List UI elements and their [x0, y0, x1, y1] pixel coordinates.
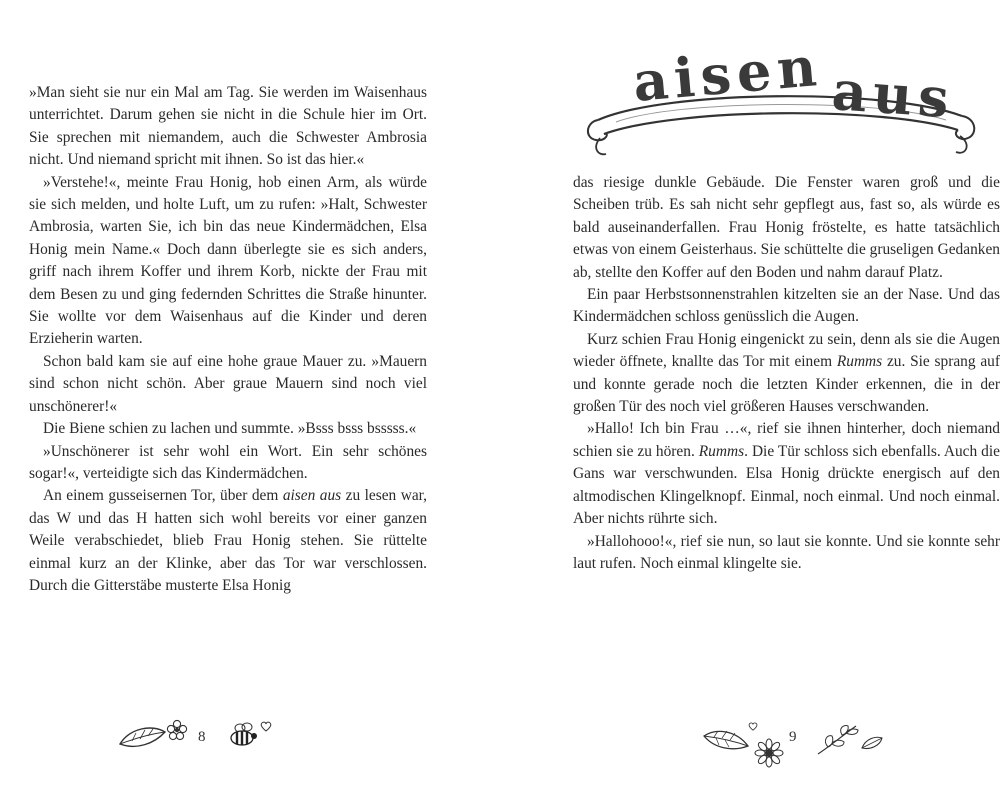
paragraph: »Verstehe!«, meinte Frau Honig, hob einen Arm, als würde sie sich melden, und holte Luft, um zu rufen: »Halt, Schwester Ambrosia, warten Sie, ich bin das neue Kindermädchen, Elsa Honig mein Name.« Doch dann überlegte sie es sich anders, griff nach ihrem Koffer und ihrem Korb, nickte der Frau mit dem Besen zu und ging federnden Schrittes die Straße hinunter. Sie wollte vor dem Waisenhaus auf die Kinder und deren Erzieherin warten.: [29, 173, 427, 348]
text-run: An einem gusseisernen Tor, über dem: [43, 487, 283, 505]
right-page: [500, 0, 1000, 800]
leaf-icon: [860, 734, 884, 752]
text-run: . Die Tür schloss sich ebenfalls. Auch die Gans war verschwunden. Elsa Honig drückte energisch auf den altmodischen Klingelknopf. Einmal, noch einmal. Und noch einmal. Aber nichts rührte sich.: [573, 442, 1000, 528]
text-run: »Hallo! Ich bin Frau …«, rief sie ihnen hinterher, doch niemand schien sie zu hören.: [573, 420, 1000, 460]
paragraph: Schon bald kam sie auf eine hohe graue Mauer zu. »Mauern sind schon nicht schön. Aber graue Mauern sind noch viel unschönerer!«: [29, 352, 427, 415]
italic-word: Rumms: [836, 353, 883, 371]
page-number: 8: [198, 729, 206, 745]
heart-icon: [748, 722, 758, 731]
paragraph: [29, 485, 427, 597]
paragraph: Ein paar Herbstsonnenstrahlen kitzelten sie an der Nase. Und das Kindermädchen schloss genüsslich die Augen.: [573, 286, 1000, 326]
leaf-icon: [118, 720, 168, 754]
flower-icon: [754, 738, 784, 768]
gate-sign-illustration: [586, 30, 976, 165]
page-number: 9: [789, 729, 797, 745]
flower-icon: [166, 719, 188, 741]
paragraph: [573, 418, 1000, 530]
text-run: Kurz schien Frau Honig eingenickt zu sein, denn als sie die Augen wieder öffnete, knallte das Tor mit einem: [573, 330, 1000, 371]
paragraph: das riesige dunkle Gebäude. Die Fenster waren groß und die Scheiben trüb. Es sah nicht sehr gepflegt aus, fast so, als würde es bald auseinanderfallen. Frau Honig fröstelte, es hatte tatsächlich etwas von einem Geisterhaus. Sie schüttelte die gruseligen Gedanken ab, stellte den Koffer auf den Boden und nahm darauf Platz.: [573, 174, 1000, 281]
paragraph: [573, 329, 1000, 419]
right-page-text: [573, 172, 1000, 575]
text-run: zu. Sie sprang auf und konnte gerade noch die letzten Kinder erkennen, die in der großen Tür des noch viel größeren Hauses verschwanden.: [573, 353, 1000, 416]
sign-word: aus: [830, 58, 957, 131]
paragraph: »Hallohooo!«, rief sie nun, so laut sie konnte. Und sie konnte sehr laut rufen. Noch einmal klingelte sie.: [573, 532, 1000, 572]
paragraph: »Unschönerer ist sehr wohl ein Wort. Ein sehr schönes sogar!«, verteidigte sich das Kindermädchen.: [29, 442, 427, 482]
bee-icon: [226, 720, 260, 750]
text-run: zu lesen war, das W und das H hatten sich wohl bereits vor einer ganzen Weile verabschiedet, blieb Frau Honig stehen. Sie rüttelte einmal kurz an der Klinke, aber das Tor war verschlossen. Durch die Gitterstäbe musterte Elsa Honig: [29, 487, 428, 594]
leafy-twig-icon: [816, 722, 860, 758]
paragraph: Die Biene schien zu lachen und summte. »Bsss bsss bsssss.«: [43, 420, 417, 438]
left-page-text: [29, 82, 427, 597]
heart-icon: [260, 721, 272, 732]
italic-word: Rumms: [698, 442, 745, 460]
paragraph: »Man sieht sie nur ein Mal am Tag. Sie werden im Waisenhaus unterrichtet. Darum gehen sie nicht in die Schule hier im Ort. Sie sprechen mit niemandem, auch die Schwester Ambrosia nicht. Und niemand spricht mit ihnen. So ist das hier.«: [29, 84, 427, 169]
sign-word: aisen: [630, 33, 825, 114]
leaf-icon: [702, 726, 750, 756]
sign-text-italic: aisen aus: [282, 487, 342, 505]
